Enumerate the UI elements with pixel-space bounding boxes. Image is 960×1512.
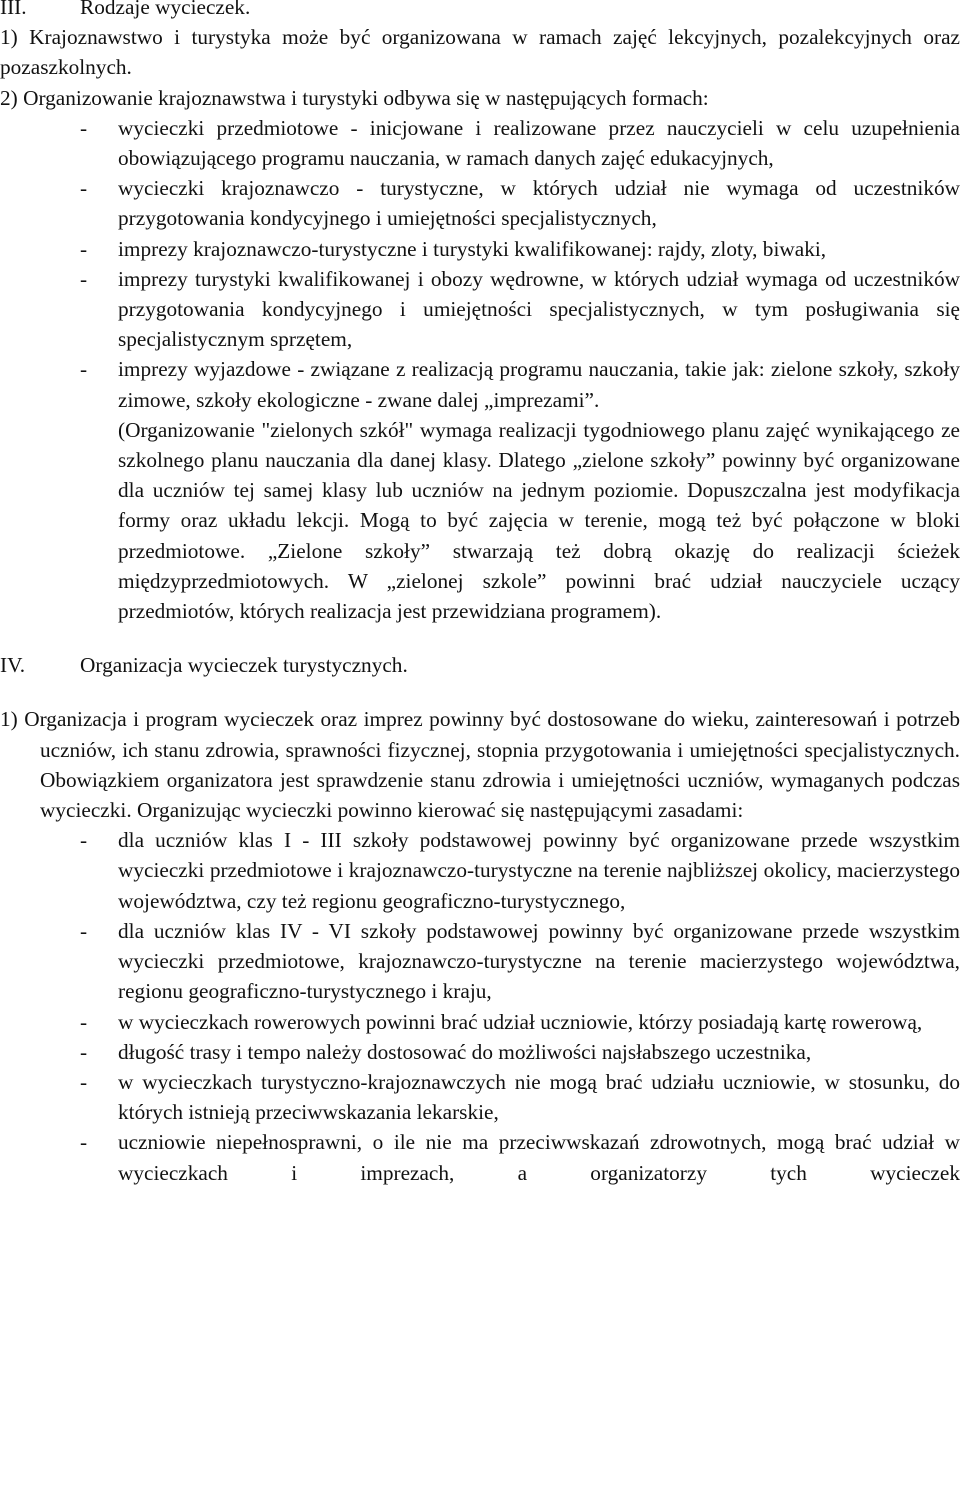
section-heading-4	[0, 650, 960, 680]
section-number: IV.	[0, 653, 26, 678]
list-item-text: dla uczniów klas IV - VI szkoły podstawowej powinny być organizowane przede wszystkim wycieczki przedmiotowe, krajoznawczo-turystyczne na terenie macierzystego województwa, regionu geograficzno-turystycznego i kraju,	[118, 918, 960, 1004]
list-item-text: imprezy turystyki kwalifikowanej i obozy wędrowne, w których udział wymaga od uczestników przygotowania kondycyjnego i umiejętności specjalistycznych, w tym posługiwania się specjalistycznym sprzętem,	[118, 266, 960, 352]
list-item-text: imprezy krajoznawczo-turystyczne i turystyki kwalifikowanej: rajdy, zloty, biwaki,	[118, 236, 827, 261]
dash-marker: -	[80, 1039, 88, 1064]
dash-marker: -	[80, 236, 88, 261]
dash-marker: -	[80, 1009, 88, 1034]
list-item	[0, 264, 960, 355]
list-item	[0, 113, 960, 173]
list-item	[0, 234, 960, 264]
section-title: Rodzaje wycieczek.	[80, 0, 251, 19]
list-item	[0, 825, 960, 916]
section-title: Organizacja wycieczek turystycznych.	[80, 653, 408, 678]
section-heading-3	[0, 0, 960, 22]
list-item-text: w wycieczkach turystyczno-krajoznawczych nie mogą brać udziału uczniowie, w stosunku, do których istnieją przeciwwskazania lekarskie,	[118, 1069, 960, 1125]
dash-marker: -	[80, 115, 88, 140]
list-item	[0, 1037, 960, 1067]
dash-marker: -	[80, 828, 88, 853]
numbered-paragraph: 1) Krajoznawstwo i turystyka może być organizowana w ramach zajęć lekcyjnych, pozalekcyjnych oraz pozaszkolnych.	[0, 25, 960, 80]
list-item-text: dla uczniów klas I - III szkoły podstawowej powinny być organizowane przede wszystkim wycieczki przedmiotowe i krajoznawczo-turystyczne na terenie najbliższej okolicy, macierzystego województwa, czy też regionu geograficzno-turystycznego,	[118, 828, 960, 913]
section-number: III.	[0, 0, 27, 19]
dash-marker: -	[80, 176, 88, 201]
dash-marker: -	[80, 357, 88, 382]
list-item	[0, 354, 960, 414]
list-item-text: długość trasy i tempo należy dostosować do możliwości najsłabszego uczestnika,	[118, 1039, 812, 1064]
numbered-paragraph: 2) Organizowanie krajoznawstwa i turystyki odbywa się w następujących formach:	[0, 85, 709, 110]
list-item-text: wycieczki przedmiotowe - inicjowane i realizowane przez nauczycieli w celu uzupełnienia obowiązującego programu nauczania, w ramach danych zajęć edukacyjnych,	[118, 115, 960, 171]
bullet-list	[0, 113, 960, 415]
list-item	[0, 1007, 960, 1037]
list-item-text: w wycieczkach rowerowych powinni brać udział uczniowie, którzy posiadają kartę rowerową,	[118, 1009, 923, 1034]
bullet-list	[0, 825, 960, 1187]
dash-marker: -	[80, 266, 88, 291]
list-item-text: uczniowie niepełnosprawni, o ile nie ma przeciwwskazań zdrowotnych, mogą brać udział w wycieczkach i imprezach, a organizatorzy tych wycieczek	[118, 1130, 960, 1185]
list-item	[0, 173, 960, 233]
numbered-paragraph: 1) Organizacja i program wycieczek oraz imprez powinny być dostosowane do wieku, zainteresowań i potrzeb uczniów, ich stanu zdrowia, sprawności fizycznej, stopnia przygotowania i umiejętności specjalistycznych. Obowiązkiem organizatora jest sprawdzenie stanu zdrowia i umiejętności uczniów, wymaganych podczas wycieczki. Organizując wycieczki powinno kierować się następującymi zasadami:	[0, 707, 960, 823]
dash-marker: -	[80, 918, 88, 943]
dash-marker: -	[80, 1130, 88, 1155]
list-item-text: wycieczki krajoznawczo - turystyczne, w których udział nie wymaga od uczestników przygotowania kondycyjnego i umiejętności specjalistycznych,	[118, 176, 960, 231]
list-item	[0, 1067, 960, 1127]
list-item-text: imprezy wyjazdowe - związane z realizacją programu nauczania, takie jak: zielone szkoły, szkoły zimowe, szkoły ekologiczne - zwane dalej „imprezami”.	[118, 357, 960, 412]
note-paragraph: (Organizowanie "zielonych szkół" wymaga realizacji tygodniowego planu zajęć wynikającego ze szkolnego planu nauczania dla danej klasy. Dlatego „zielone szkoły” powinny być organizowane dla uczniów tej samej klasy lub uczniów na jednym poziomie. Dopuszczalna jest modyfikacja formy oraz układu lekcji. Mogą to być zajęcia w terenie, mogą też być połączone w bloki przedmiotowe. „Zielone szkoły” stwarzają też dobrą okazję do realizacji ścieżek międzyprzedmiotowych. W „zielonej szkole” powinni brać udział nauczyciele uczący przedmiotów, których realizacja jest przewidziana programem).	[118, 417, 960, 624]
dash-marker: -	[80, 1069, 88, 1094]
list-item	[0, 1127, 960, 1187]
list-item	[0, 916, 960, 1007]
